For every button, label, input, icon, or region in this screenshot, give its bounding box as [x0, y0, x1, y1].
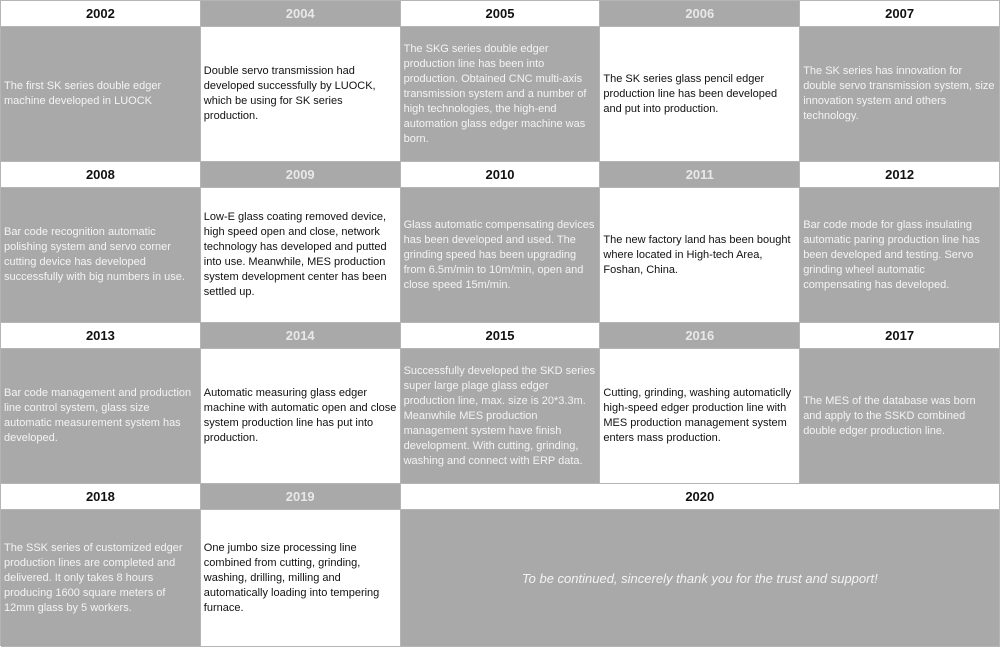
milestone-2009 — [201, 188, 401, 323]
milestone-2019 — [201, 510, 401, 647]
milestone-2016 — [600, 349, 800, 484]
milestone-2014 — [201, 349, 401, 484]
year-header-2016: 2016 — [600, 323, 800, 349]
milestone-2011 — [600, 188, 800, 323]
year-header-2002: 2002 — [1, 1, 201, 27]
year-header-2018: 2018 — [1, 484, 201, 510]
milestone-text: The SK series has innovation for double servo transmission system, size innovation system and others technology. — [803, 65, 995, 122]
milestone-2010 — [401, 188, 601, 323]
milestone-2004 — [201, 27, 401, 162]
milestone-text: The MES of the database was born and apply to the SSKD combined double edger production line. — [803, 394, 976, 437]
milestone-text: The first SK series double edger machine developed in LUOCK — [4, 80, 162, 107]
year-header-2012: 2012 — [800, 162, 1000, 188]
milestone-2002 — [1, 27, 201, 162]
year-header-2011: 2011 — [600, 162, 800, 188]
year-header-2008: 2008 — [1, 162, 201, 188]
milestone-text: Cutting, grinding, washing automaticlly high-speed edger production line with MES production management system enters mass production. — [603, 387, 792, 444]
milestone-text: One jumbo size processing line combined from cutting, grinding, washing, drilling, milling and automatically loading into tempering furnace. — [203, 541, 380, 614]
year-header-2020: 2020 — [401, 484, 1000, 510]
milestone-2020 — [401, 510, 1000, 647]
milestone-2007 — [800, 27, 1000, 162]
year-header-2014: 2014 — [201, 323, 401, 349]
year-header-2009: 2009 — [201, 162, 401, 188]
year-header-2015: 2015 — [401, 323, 601, 349]
milestone-2008 — [1, 188, 201, 323]
milestone-text: Glass automatic compensating devices has been developed and used. The grinding speed has been upgrading from 6.5m/min to 10m/min, open and close speed 15m/min. — [403, 218, 595, 291]
milestone-2017 — [800, 349, 1000, 484]
milestone-2013 — [1, 349, 201, 484]
milestone-text: Successfully developed the SKD series super large plage glass edger production line, max. size is 20*3.3m. Meanwhile MES production management system have finish development. With cutting, grinding, washing and connect with ERP data. — [403, 364, 595, 467]
milestone-text: Double servo transmission had developed successfully by LUOCK, which be using for SK series production. — [203, 65, 376, 122]
milestone-2012 — [800, 188, 1000, 323]
milestone-text: Automatic measuring glass edger machine with automatic open and close system production line has put into production. — [203, 387, 397, 444]
milestone-text: The SKG series double edger production line has been into production. Obtained CNC multi-axis transmission system and a number of high technologies, the high-end automation glass edger machine was born. — [403, 42, 587, 145]
milestone-text: The new factory land has been bought where located in High-tech Area, Foshan, China. — [603, 233, 791, 276]
closing-message: To be continued, sincerely thank you for the trust and support! — [521, 570, 878, 586]
milestone-2005 — [401, 27, 601, 162]
year-header-2006: 2006 — [600, 1, 800, 27]
year-header-2004: 2004 — [201, 1, 401, 27]
milestone-2018 — [1, 510, 201, 647]
milestone-text: Bar code mode for glass insulating automatic paring production line has been developed and testing. Servo grinding wheel automatic compensating has developed. — [803, 218, 980, 291]
milestone-text: The SSK series of customized edger production lines are completed and delivered. It only takes 8 hours producing 1600 square meters of 12mm glass by 5 workers. — [4, 541, 183, 614]
year-header-2007: 2007 — [800, 1, 1000, 27]
year-header-2017: 2017 — [800, 323, 1000, 349]
milestone-text: The SK series glass pencil edger production line has been developed and put into production. — [603, 72, 778, 115]
milestone-2006 — [600, 27, 800, 162]
milestone-text: Bar code recognition automatic polishing system and servo corner cutting device has developed successfully with big numbers in use. — [4, 226, 185, 283]
year-header-2010: 2010 — [401, 162, 601, 188]
milestone-text: Bar code management and production line control system, glass size automatic measurement system has developed. — [4, 387, 192, 444]
milestone-text: Low-E glass coating removed device, high speed open and close, network technology has developed and putted into use. Meanwhile, MES production system development center has been settled up. — [203, 211, 387, 298]
year-header-2005: 2005 — [401, 1, 601, 27]
year-header-2013: 2013 — [1, 323, 201, 349]
year-header-2019: 2019 — [201, 484, 401, 510]
milestone-2015 — [401, 349, 601, 484]
